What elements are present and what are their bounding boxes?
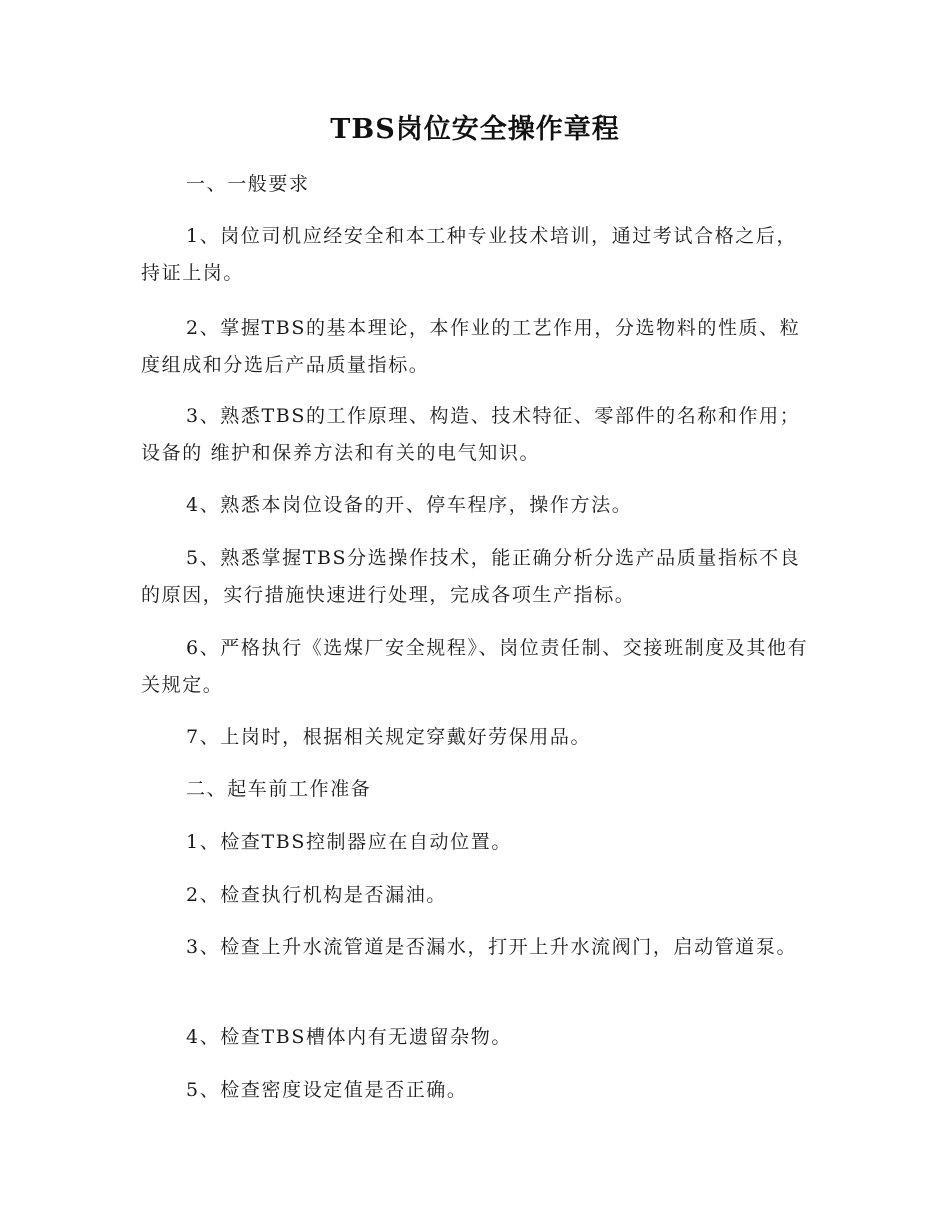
paragraph-prep-4: 4、检查TBS槽体内有无遗留杂物。 bbox=[186, 1026, 512, 1048]
section-heading-preparation: 二、起车前工作准备 bbox=[186, 778, 372, 800]
paragraph-general-1: 1、岗位司机应经安全和本工种专业技术培训，通过考试合格之后，持证上岗。 bbox=[141, 225, 798, 284]
paragraph-prep-2: 2、检查执行机构是否漏油。 bbox=[186, 884, 447, 906]
paragraph-general-4: 4、熟悉本岗位设备的开、停车程序，操作方法。 bbox=[186, 494, 633, 516]
paragraph-prep-5: 5、检查密度设定值是否正确。 bbox=[186, 1079, 468, 1101]
paragraph-prep-1: 1、检查TBS控制器应在自动位置。 bbox=[186, 831, 512, 853]
paragraph-prep-3: 3、检查上升水流管道是否漏水，打开上升水流阀门，启动管道泵。 bbox=[186, 936, 798, 958]
section-heading-general: 一、一般要求 bbox=[186, 173, 310, 195]
paragraph-general-6: 6、严格执行《选煤厂安全规程》、岗位责任制、交接班制度及其他有关规定。 bbox=[141, 637, 809, 696]
paragraph-general-3: 3、熟悉TBS的工作原理、构造、技术特征、零部件的名称和作用；设备的 维护和保养方法和有关的电气知识。 bbox=[141, 405, 801, 464]
paragraph-general-5: 5、熟悉掌握TBS分选操作技术，能正确分析分选产品质量指标不良的原因，实行措施快速进行处理，完成各项生产指标。 bbox=[141, 547, 801, 606]
paragraph-general-2: 2、掌握TBS的基本理论，本作业的工艺作用，分选物料的性质、粒度组成和分选后产品质量指标。 bbox=[141, 317, 801, 376]
document-title: TBS岗位安全操作章程 bbox=[330, 114, 620, 145]
paragraph-general-7: 7、上岗时，根据相关规定穿戴好劳保用品。 bbox=[186, 726, 592, 748]
